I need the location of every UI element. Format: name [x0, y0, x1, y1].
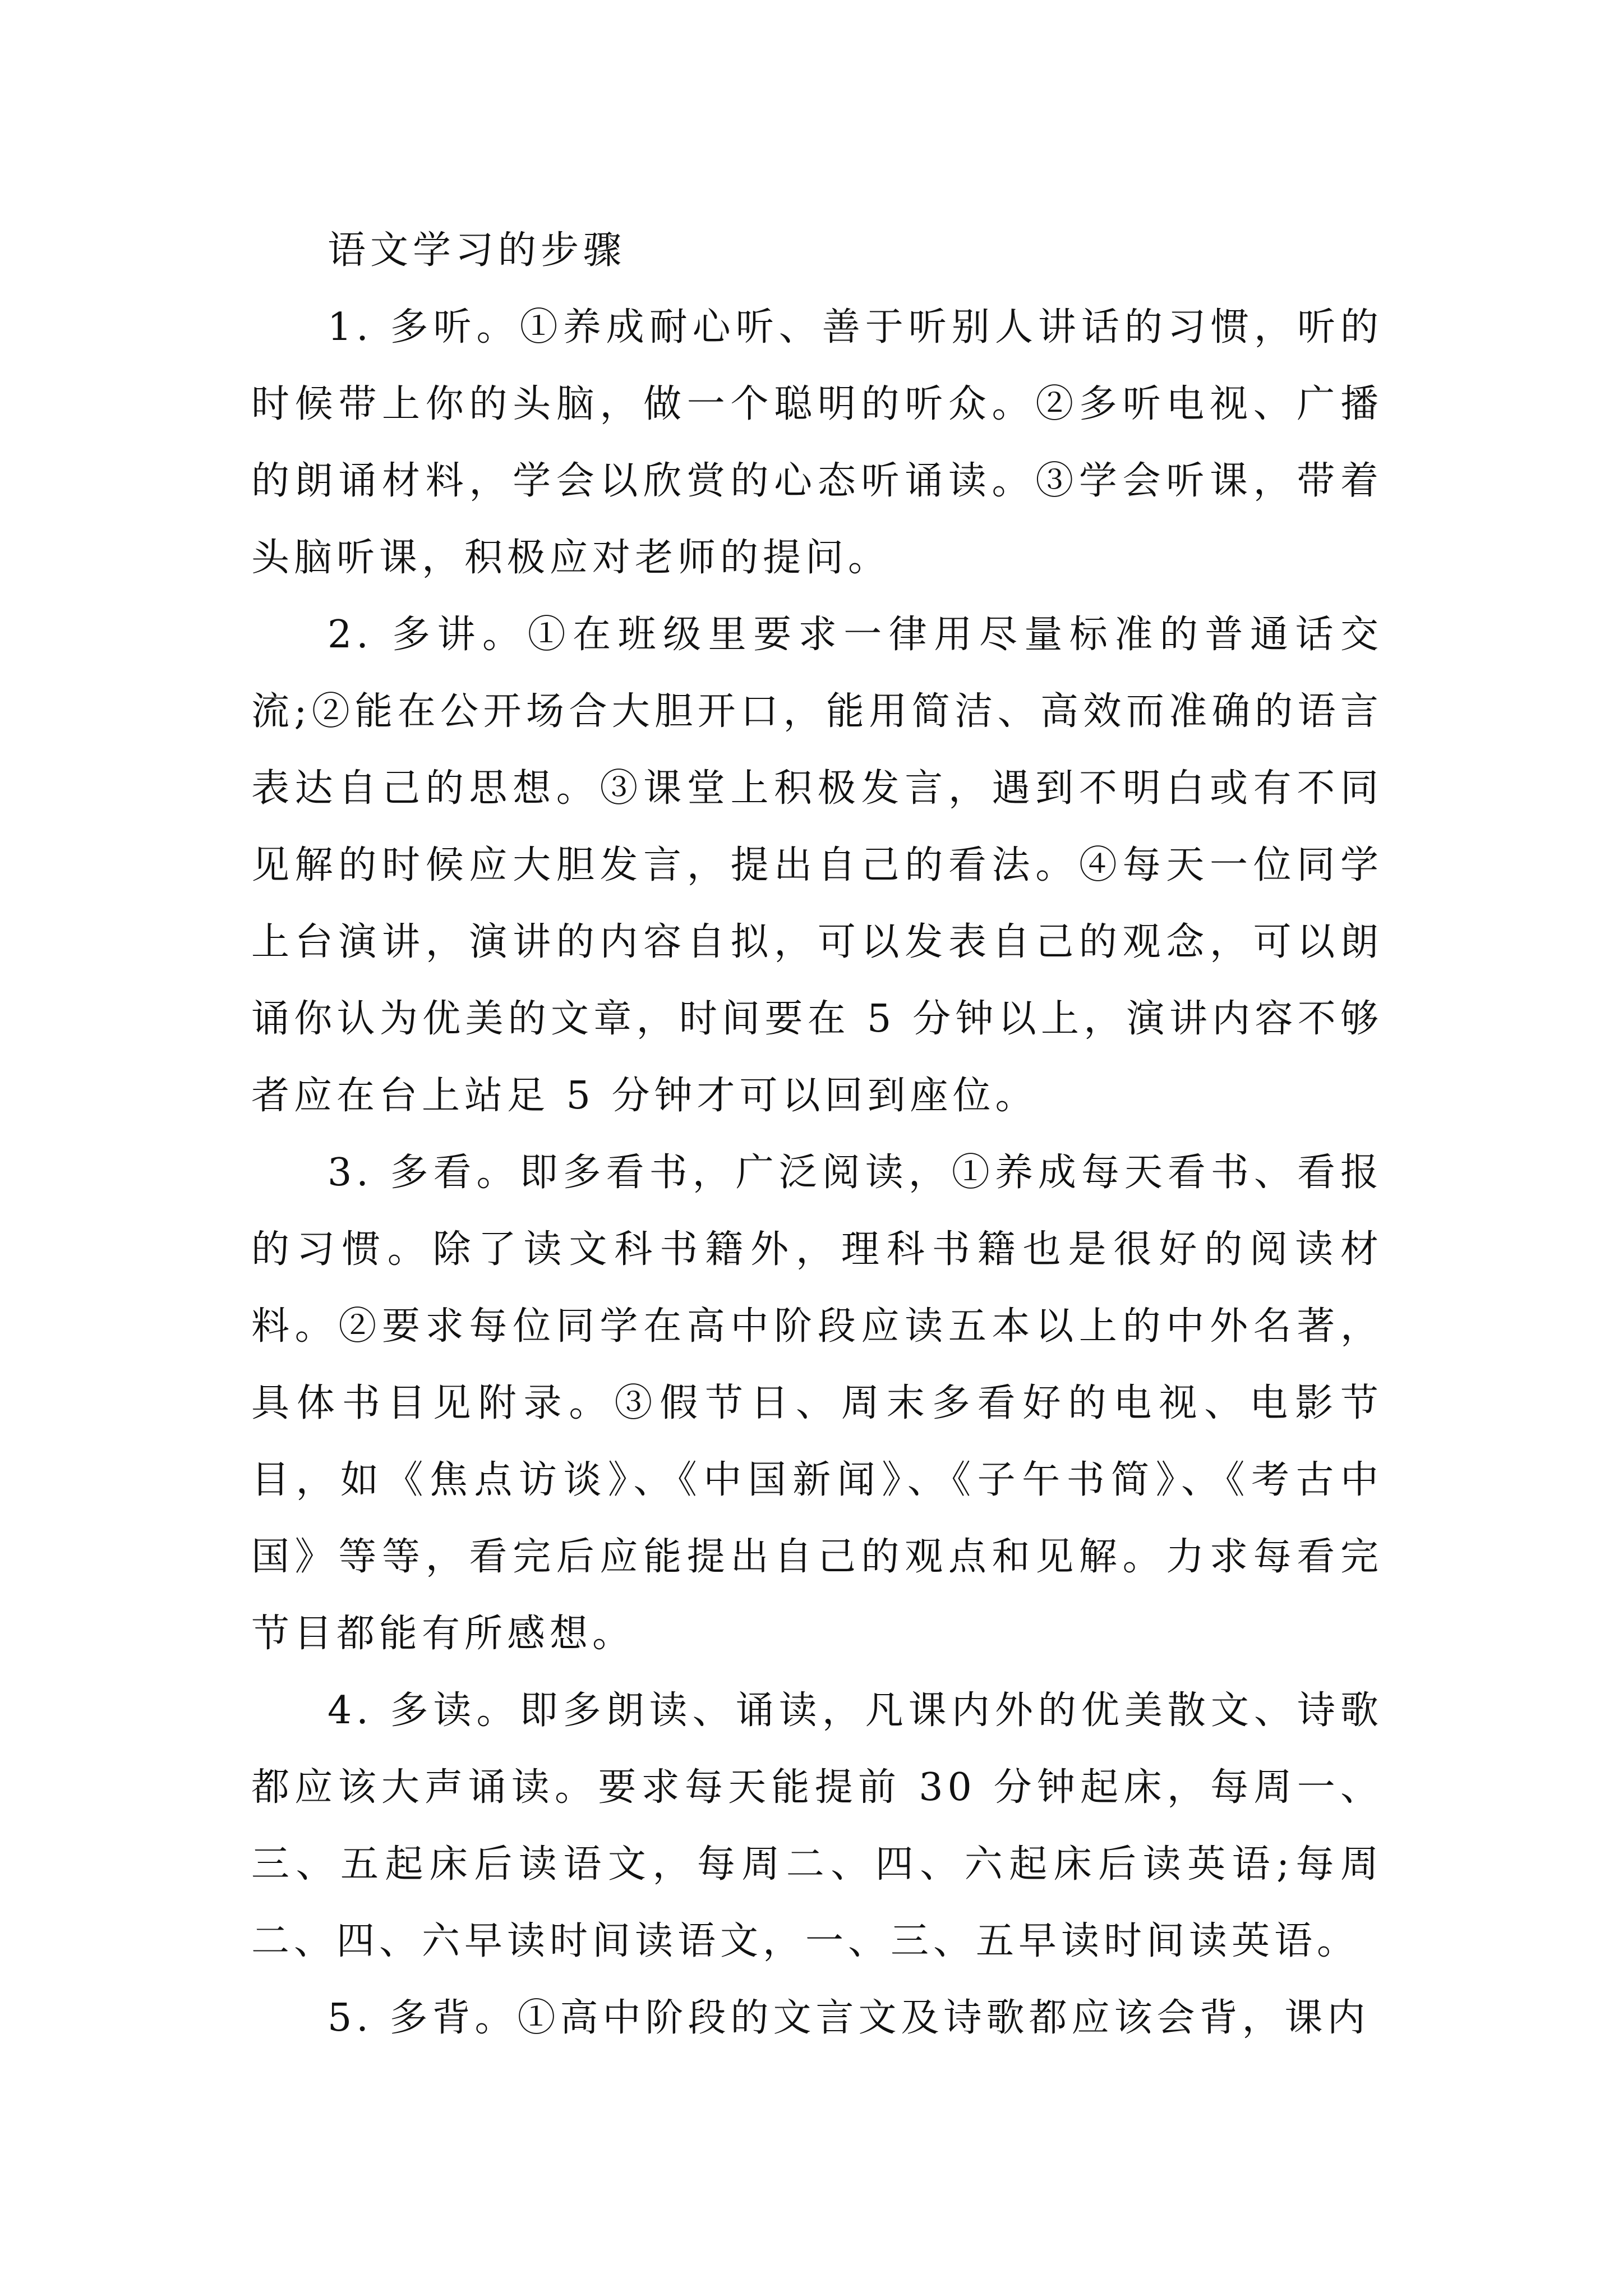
- paragraph-listening: 1. 多听。①养成耐心听、善于听别人讲话的习惯，听的时候带上你的头脑，做一个聪明的听众。②多听电视、广播的朗诵材料，学会以欣赏的心态听诵读。③学会听课，带着头脑听课，积极应对老师的提问。: [251, 305, 1383, 580]
- paragraph-reading-books: 3. 多看。即多看书，广泛阅读，①养成每天看书、看报的习惯。除了读文科书籍外，理科书籍也是很好的阅读材料。②要求每位同学在高中阶段应读五本以上的中外名著，具体书目见附录。③假节日、周末多看好的电视、电影节目，如《焦点访谈》、《中国新闻》、《子午书简》、《考古中国》等等，看完后应能提出自己的观点和见解。力求每看完节目都能有所感想。: [251, 1151, 1383, 1656]
- document-body: [251, 212, 1383, 2056]
- paragraph-reciting: 5. 多背。①高中阶段的文言文及诗歌都应该会背，课内: [328, 1996, 1370, 2040]
- paragraph-speaking: 2. 多讲。①在班级里要求一律用尽量标准的普通话交流;②能在公开场合大胆开口，能用简洁、高效而准确的语言表达自己的思想。③课堂上积极发言，遇到不明白或有不同见解的时候应大胆发言，提出自己的看法。④每天一位同学上台演讲，演讲的内容自拟，可以发表自己的观念，可以朗诵你认为优美的文章，时间要在 5 分钟以上，演讲内容不够者应在台上站足 5 分钟才可以回到座位。: [251, 613, 1383, 1118]
- paragraph-reading-aloud: 4. 多读。即多朗读、诵读，凡课内外的优美散文、诗歌都应该大声诵读。要求每天能提前 30 分钟起床，每周一、三、五起床后读语文，每周二、四、六起床后读英语;每周二、四、六早读时间读语文，一、三、五早读时间读英语。: [251, 1688, 1383, 1963]
- document-title: 语文学习的步骤: [328, 228, 626, 273]
